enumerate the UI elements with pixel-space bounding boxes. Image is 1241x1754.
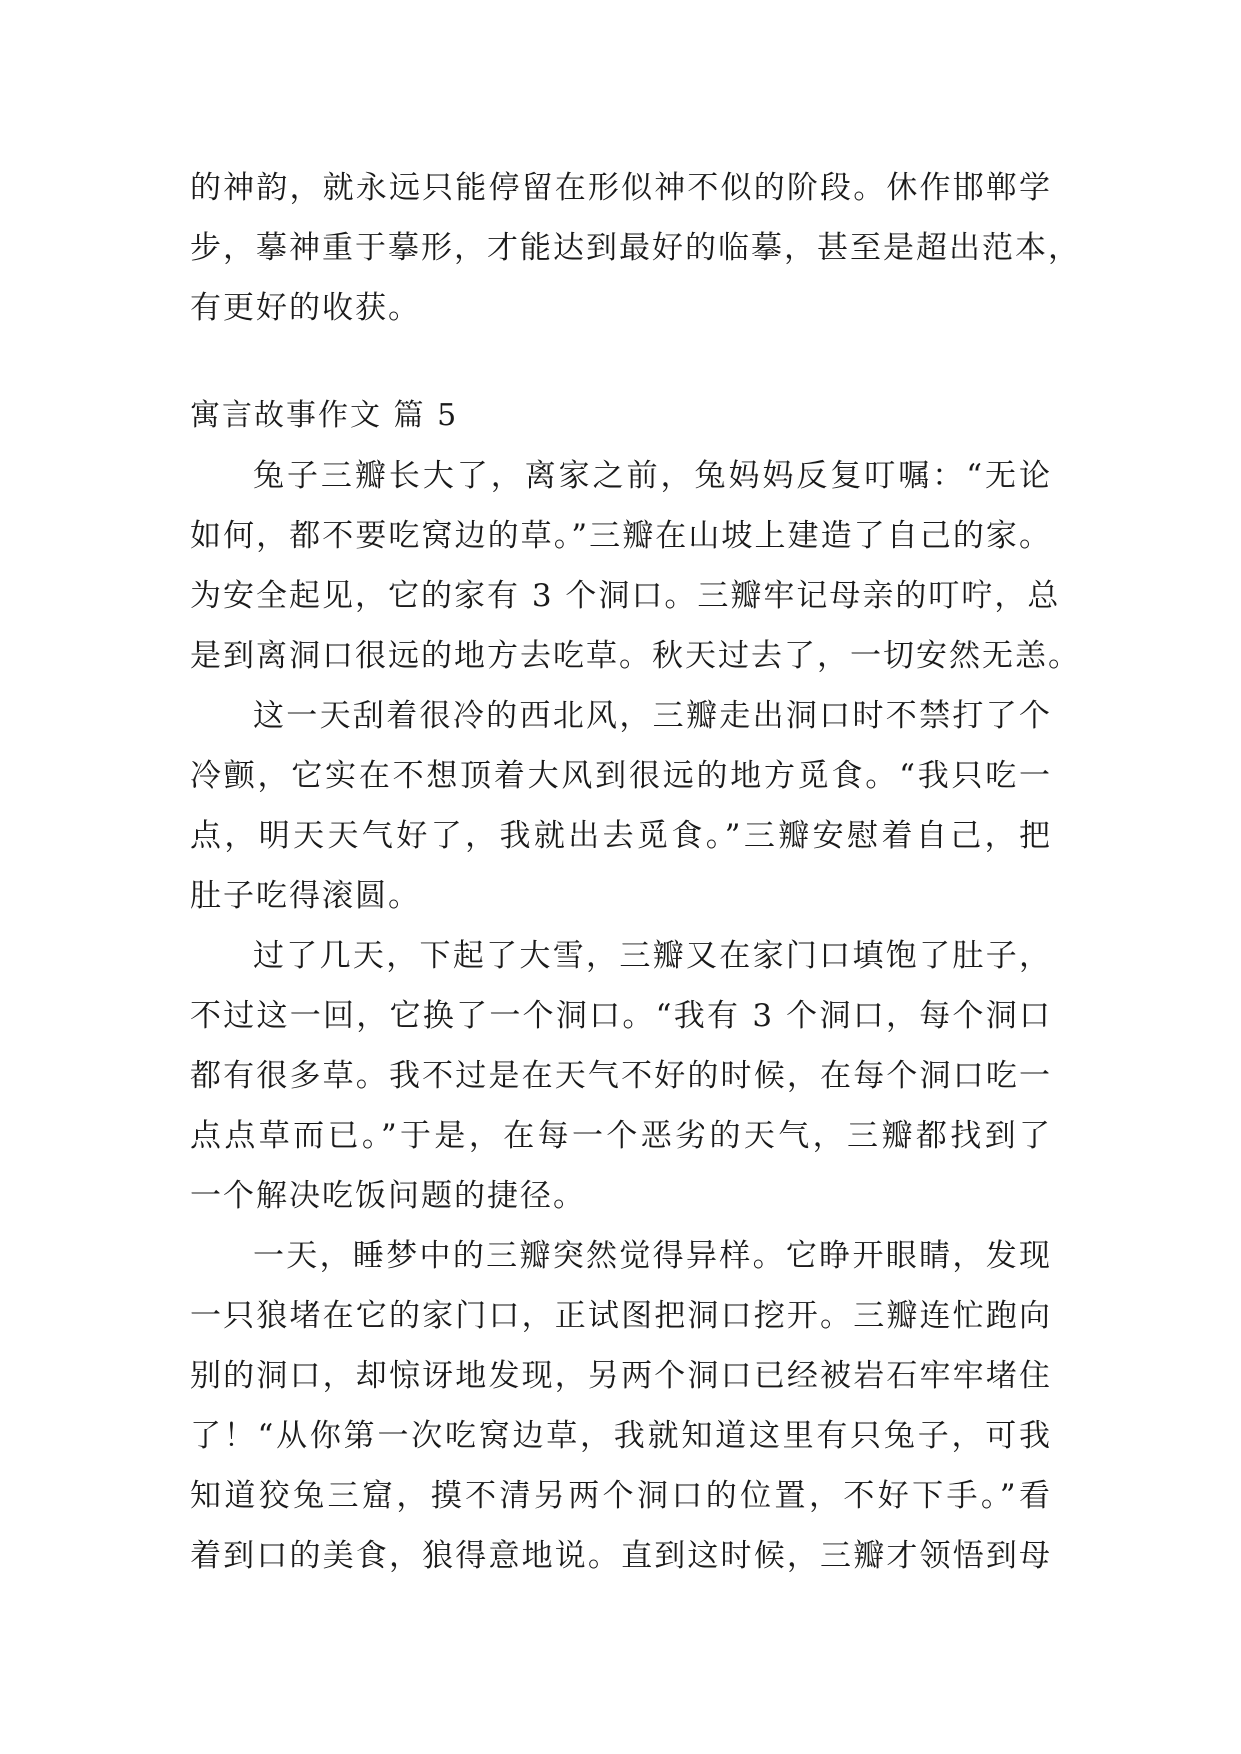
text-line: 都有很多草。我不过是在天气不好的时候，在每个洞口吃一 [190, 1058, 1052, 1094]
text-line: 别的洞口，却惊讶地发现，另两个洞口已经被岩石牢牢堵住 [190, 1358, 1052, 1394]
paragraph [190, 686, 1052, 926]
text-line: 不过这一回，它换了一个洞口。“我有 3 个洞口，每个洞口 [190, 998, 1052, 1034]
text-line: 一天，睡梦中的三瓣突然觉得异样。它睁开眼睛，发现 [253, 1238, 1052, 1274]
paragraph [190, 1226, 1052, 1586]
text-line: 点点草而已。”于是，在每一个恶劣的天气，三瓣都找到了 [190, 1118, 1052, 1154]
text-line: 点，明天天气好了，我就出去觅食。”三瓣安慰着自己，把 [190, 818, 1052, 854]
text-line: 一只狼堵在它的家门口，正试图把洞口挖开。三瓣连忙跑向 [190, 1298, 1052, 1334]
intro-paragraph [190, 158, 1081, 338]
text-line: 这一天刮着很冷的西北风，三瓣走出洞口时不禁打了个 [253, 698, 1052, 734]
text-line: 是到离洞口很远的地方去吃草。秋天过去了，一切安然无恙。 [190, 638, 1081, 674]
text-line: 为安全起见，它的家有 3 个洞口。三瓣牢记母亲的叮咛，总 [190, 578, 1061, 614]
text-line: 知道狡兔三窟，摸不清另两个洞口的位置，不好下手。”看 [190, 1478, 1052, 1514]
section-title: 寓言故事作文 篇 5 [190, 398, 459, 433]
document-body [190, 158, 1081, 1586]
text-line: 如何，都不要吃窝边的草。”三瓣在山坡上建造了自己的家。 [190, 518, 1052, 554]
paragraph [190, 926, 1052, 1226]
paragraph [190, 446, 1081, 686]
text-line: 步，摹神重于摹形，才能达到最好的临摹，甚至是超出范本， [190, 230, 1081, 266]
text-line: 过了几天，下起了大雪，三瓣又在家门口填饱了肚子， [253, 938, 1052, 974]
text-line: 一个解决吃饭问题的捷径。 [190, 1178, 586, 1214]
text-line: 了！“从你第一次吃窝边草，我就知道这里有只兔子，可我 [190, 1418, 1052, 1454]
text-line: 有更好的收获。 [190, 290, 421, 326]
text-line: 兔子三瓣长大了，离家之前，兔妈妈反复叮嘱：“无论 [253, 458, 1052, 494]
text-line: 的神韵，就永远只能停留在形似神不似的阶段。休作邯郸学 [190, 170, 1052, 206]
text-line: 着到口的美食，狼得意地说。直到这时候，三瓣才领悟到母 [190, 1538, 1052, 1574]
text-line: 冷颤，它实在不想顶着大风到很远的地方觅食。“我只吃一 [190, 758, 1052, 794]
text-line: 肚子吃得滚圆。 [190, 878, 421, 914]
